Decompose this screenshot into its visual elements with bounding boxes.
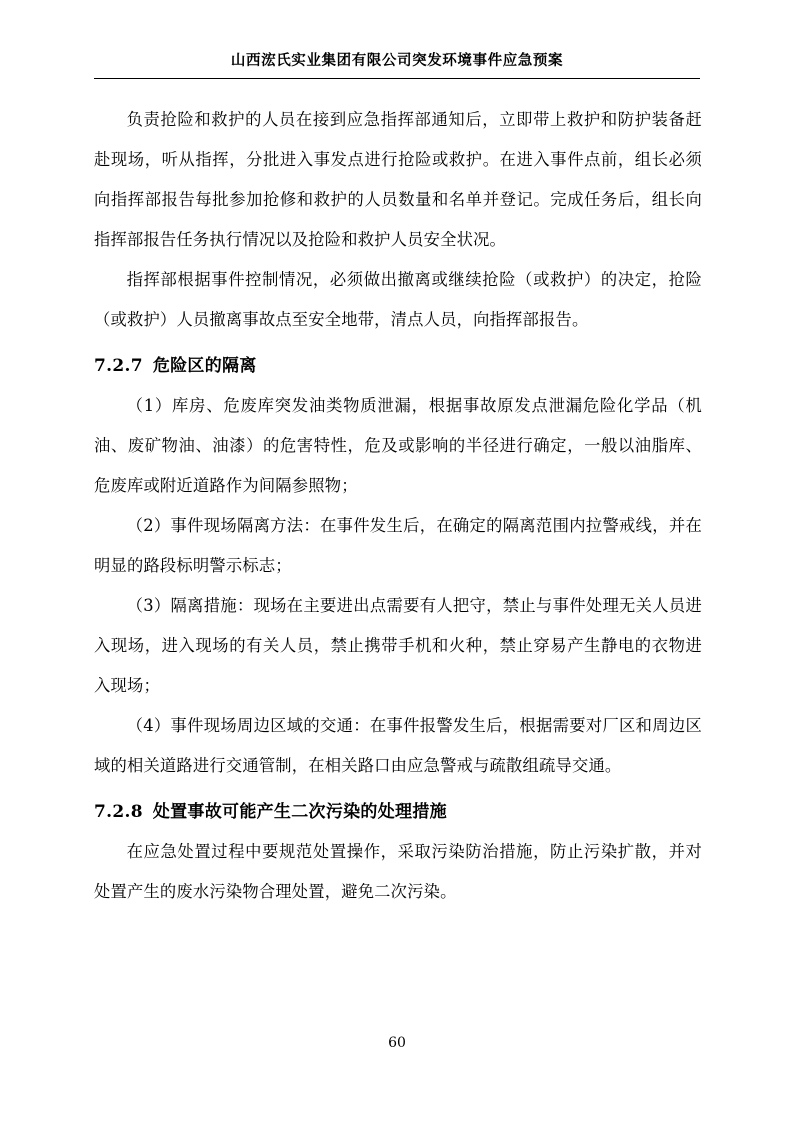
paragraph: 负责抢险和救护的人员在接到应急指挥部通知后，立即带上救护和防护装备赶赴现场，听从指挥，分批进入事发点进行抢险或救护。在进入事件点前，组长必须向指挥部报告每批参加抢修和救护的人员数量和名单并登记。完成任务后，组长向指挥部报告任务执行情况以及抢险和救护人员安全状况。: [94, 110, 702, 249]
section-heading-7-2-8: [94, 792, 702, 832]
section-title: 危险区的隔离: [152, 356, 257, 376]
paragraph: 指挥部根据事件控制情况，必须做出撤离或继续抢险（或救护）的决定，抢险（或救护）人员撤离事故点至安全地带，清点人员，向指挥部报告。: [94, 270, 702, 329]
paragraph: （4）事件现场周边区域的交通：在事件报警发生后，根据需要对厂区和周边区域的相关道路进行交通管制，在相关路口由应急警戒与疏散组疏导交通。: [94, 716, 702, 775]
paragraph: （2）事件现场隔离方法：在事件发生后，在确定的隔离范围内拉警戒线，并在明显的路段标明警示标志；: [94, 516, 702, 575]
section-heading-7-2-7: [94, 346, 702, 386]
section-title: 处置事故可能产生二次污染的处理措施: [152, 802, 447, 822]
paragraph: 在应急处置过程中要规范处置操作，采取污染防治措施，防止污染扩散，并对处置产生的废水污染物合理处置，避免二次污染。: [94, 842, 702, 901]
paragraph: （1）库房、危废库突发油类物质泄漏，根据事故原发点泄漏危险化学品（机油、废矿物油、油漆）的危害特性，危及或影响的半径进行确定，一般以油脂库、危废库或附近道路作为间隔参照物；: [94, 396, 702, 495]
section-number: 7.2.7: [94, 356, 143, 376]
section-number: 7.2.8: [94, 802, 143, 822]
document-body: [94, 100, 702, 912]
header-divider: [94, 78, 700, 79]
header-title: 山西浤氏实业集团有限公司突发环境事件应急预案: [230, 52, 564, 69]
paragraph: （3）隔离措施：现场在主要进出点需要有人把守，禁止与事件处理无关人员进入现场，进入现场的有关人员，禁止携带手机和火种，禁止穿易产生静电的衣物进入现场；: [94, 596, 702, 695]
page-number: 60: [388, 1035, 406, 1051]
page-footer: [0, 1035, 794, 1051]
page-header: [94, 52, 700, 69]
